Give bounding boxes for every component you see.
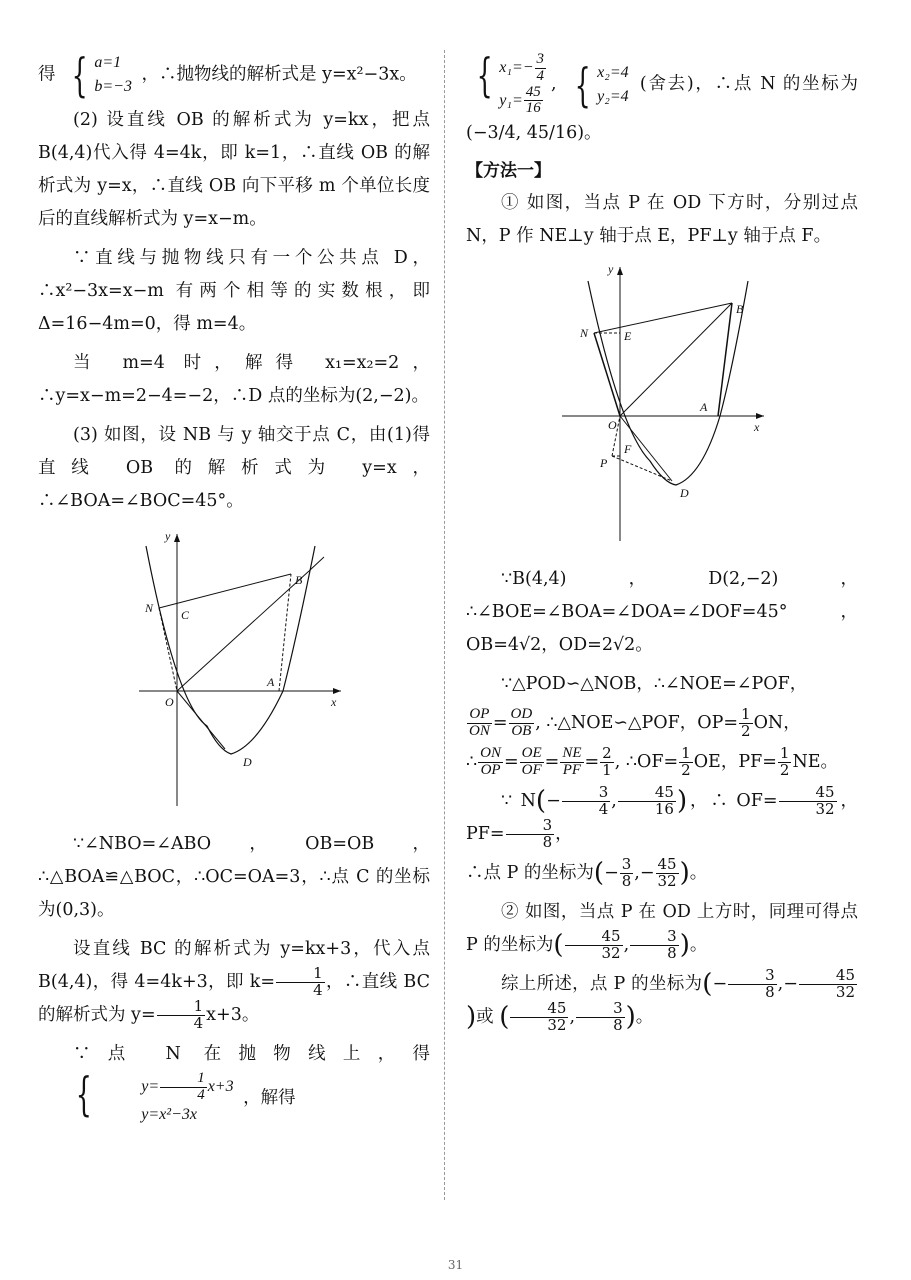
text: ，解得 [243,1087,296,1108]
fig1-label-x: x [331,695,337,709]
text: ② 如图，当点 P 在 OD 上方时，同理可得点 P 的坐标为 [466,902,858,955]
text: ，∴ OF= [687,791,778,811]
text: ∴△NOE∽△POF，OP= [546,713,739,733]
right-para-2: ∵B(4,4)，D(2,−2)，∴∠BOE=∠BOA=∠DOA=∠DOF=45°，OB=4√2，OD=2√2。 [466,569,858,655]
fig1-label-C: C [181,608,190,622]
right-para-4: $\frac{OP}{ON}$ = $\frac{OD}{OB}$ , ∴△NOE∽△POF，OP= $\frac{1}{2}$ ON， [469,705,801,740]
fig2-label-E: E [624,329,632,343]
text: ，∴直线 BC 的解析式为 y= [38,972,430,1025]
text: (舍去)，∴点 N 的坐标为 [639,74,858,94]
text: ∴点 P 的坐标为 [466,863,594,883]
system-ab: { a=1 b=−3 [71,48,132,102]
eq-a: a=1 [94,54,122,71]
text: 综上所述，点 P 的坐标为 [501,974,703,994]
fig1-label-N: N [145,601,154,615]
left-column [38,48,430,1132]
text: 设直线 BC 的解析式为 y=kx+3，代入点 B(4,4)，得 4=4k+3，即 k= [38,939,430,992]
text: OE，PF= [693,752,777,772]
eq-line: y= $\frac{1}{4}$ x+3 [141,1070,234,1103]
fig2-label-B: B [736,302,744,316]
fig1-label-y: y [165,529,171,543]
text: ∵ N [501,791,536,811]
text: ON， [753,713,801,733]
column-divider [444,50,445,1200]
figure-1 [119,526,349,816]
text: 或 [476,1007,494,1027]
right-para-6: ∵ N(− $\frac{3}{4}$ , $\frac{45}{16}$ )，∴ OF= $\frac{45}{32}$ ，PF= $\frac{3}{8}$ ， [466,783,859,851]
fig1-label-B: B [295,573,303,587]
method-heading: 【方法一】 [466,161,551,181]
left-para-4: 当 m=4 时，解得 x₁=x₂=2，∴y=x−m=2−4=−2，∴D 点的坐标为(2,−2)。 [38,353,430,406]
left-para-5: (3) 如图，设 NB 与 y 轴交于点 C，由(1)得直线 OB 的解析式为 y=x，∴∠BOA=∠BOC=45°。 [38,425,430,511]
text: x+3。 [206,1005,260,1025]
fig2-label-P: P [600,456,608,470]
fig1-label-D: D [243,755,252,769]
N-coordinate: (−3/4, 45/16)。 [466,123,602,143]
page-number: 31 [447,1258,464,1272]
fig2-label-y: y [608,262,614,276]
fig1-label-A: A [267,675,275,689]
system-n: { y= $\frac{1}{4}$ x+3 y=x²−3x [42,1071,234,1126]
frac-quarter: $\frac{1}{4}$ [276,966,325,999]
fig2-label-N: N [580,326,589,340]
left-para-8 [38,1038,430,1126]
figure-2 [542,261,782,551]
eq-b: b=−3 [94,78,132,95]
fig2-label-O: O [608,418,617,432]
text: 得 [38,64,56,85]
right-para-1: ① 如图，当点 P 在 OD 下方时，分别过点 N，P 作 NE⊥y 轴于点 E，PF⊥y 轴于点 F。 [466,193,858,246]
right-column [466,48,859,1040]
text: NE。 [792,752,839,772]
left-para-6: ∵∠NBO=∠ABO，OB=OB，∴△BOA≌△BOC，∴OC=OA=3，∴点 C 的坐标为(0,3)。 [38,834,430,920]
right-para-7: ∴点 P 的坐标为(− $\frac{3}{8}$ ,− $\frac{45}{32}$ )。 [466,855,708,890]
fig2-label-F: F [624,442,632,456]
text: ，∴抛物线的解析式是 y=x²−3x。 [141,64,417,85]
right-solution: { x₁=− $\frac{3}{4}$ y₁= $\frac{45}{16}$ , { x₂=4 y₂=4 (舍去)，∴点 N 的坐标为 (−3/4, 45/16)。 [466,48,858,143]
left-para-2: (2) 设直线 OB 的解析式为 y=kx，把点 B(4,4)代入得 4=4k，即 k=1，∴直线 OB 的解析式为 y=x，∴直线 OB 向下平移 m 个单位长度后的直线解析式为 y=x−m。 [38,110,430,229]
left-line-1 [38,48,430,102]
solution-1: { x₁=− $\frac{3}{4}$ y₁= $\frac{45}{16}$ [476,48,545,117]
text: ， [555,824,573,844]
fig1-label-O: O [165,695,174,709]
eq-parabola: y=x²−3x [141,1105,197,1123]
text: ∵△POD∽△NOB，∴∠NOE=∠POF， [501,674,808,694]
text: ∵点 N 在抛物线上，得 [73,1044,430,1064]
right-para-3 [466,668,858,701]
fig2-label-D: D [680,486,689,500]
text: ，PF= [466,791,859,844]
text: ∴OF= [625,752,679,772]
right-para-5: ∴ $\frac{ON}{OP}$ = $\frac{OE}{OF}$ = $\frac{NE}{PF}$ = $\frac{2}{1}$ , ∴OF= $\frac{1}{2}$ OE，PF= $\frac{1}{2}$ NE。 [466,744,839,779]
right-para-9: 综上所述，点 P 的坐标为(− $\frac{3}{8}$ ,− $\frac{45}{32}$ )或 ( $\frac{45}{32}$ , $\frac{3}{8}$ )。 [466,966,855,1034]
right-para-8: ② 如图，当点 P 在 OD 上方时，同理可得点 P 的坐标为( $\frac{45}{32}$ , $\frac{3}{8}$ )。 [466,902,858,962]
left-para-3: ∵直线与抛物线只有一个公共点 D，∴x²−3x=x−m 有两个相等的实数根，即 Δ=16−4m=0，得 m=4。 [38,248,430,334]
fig2-label-x: x [754,420,760,434]
solution-2: { x₂=4 y₂=4 [574,57,629,112]
fig2-label-A: A [700,400,708,414]
left-para-7 [38,933,430,1032]
frac-quarter: $\frac{1}{4}$ [157,999,206,1032]
